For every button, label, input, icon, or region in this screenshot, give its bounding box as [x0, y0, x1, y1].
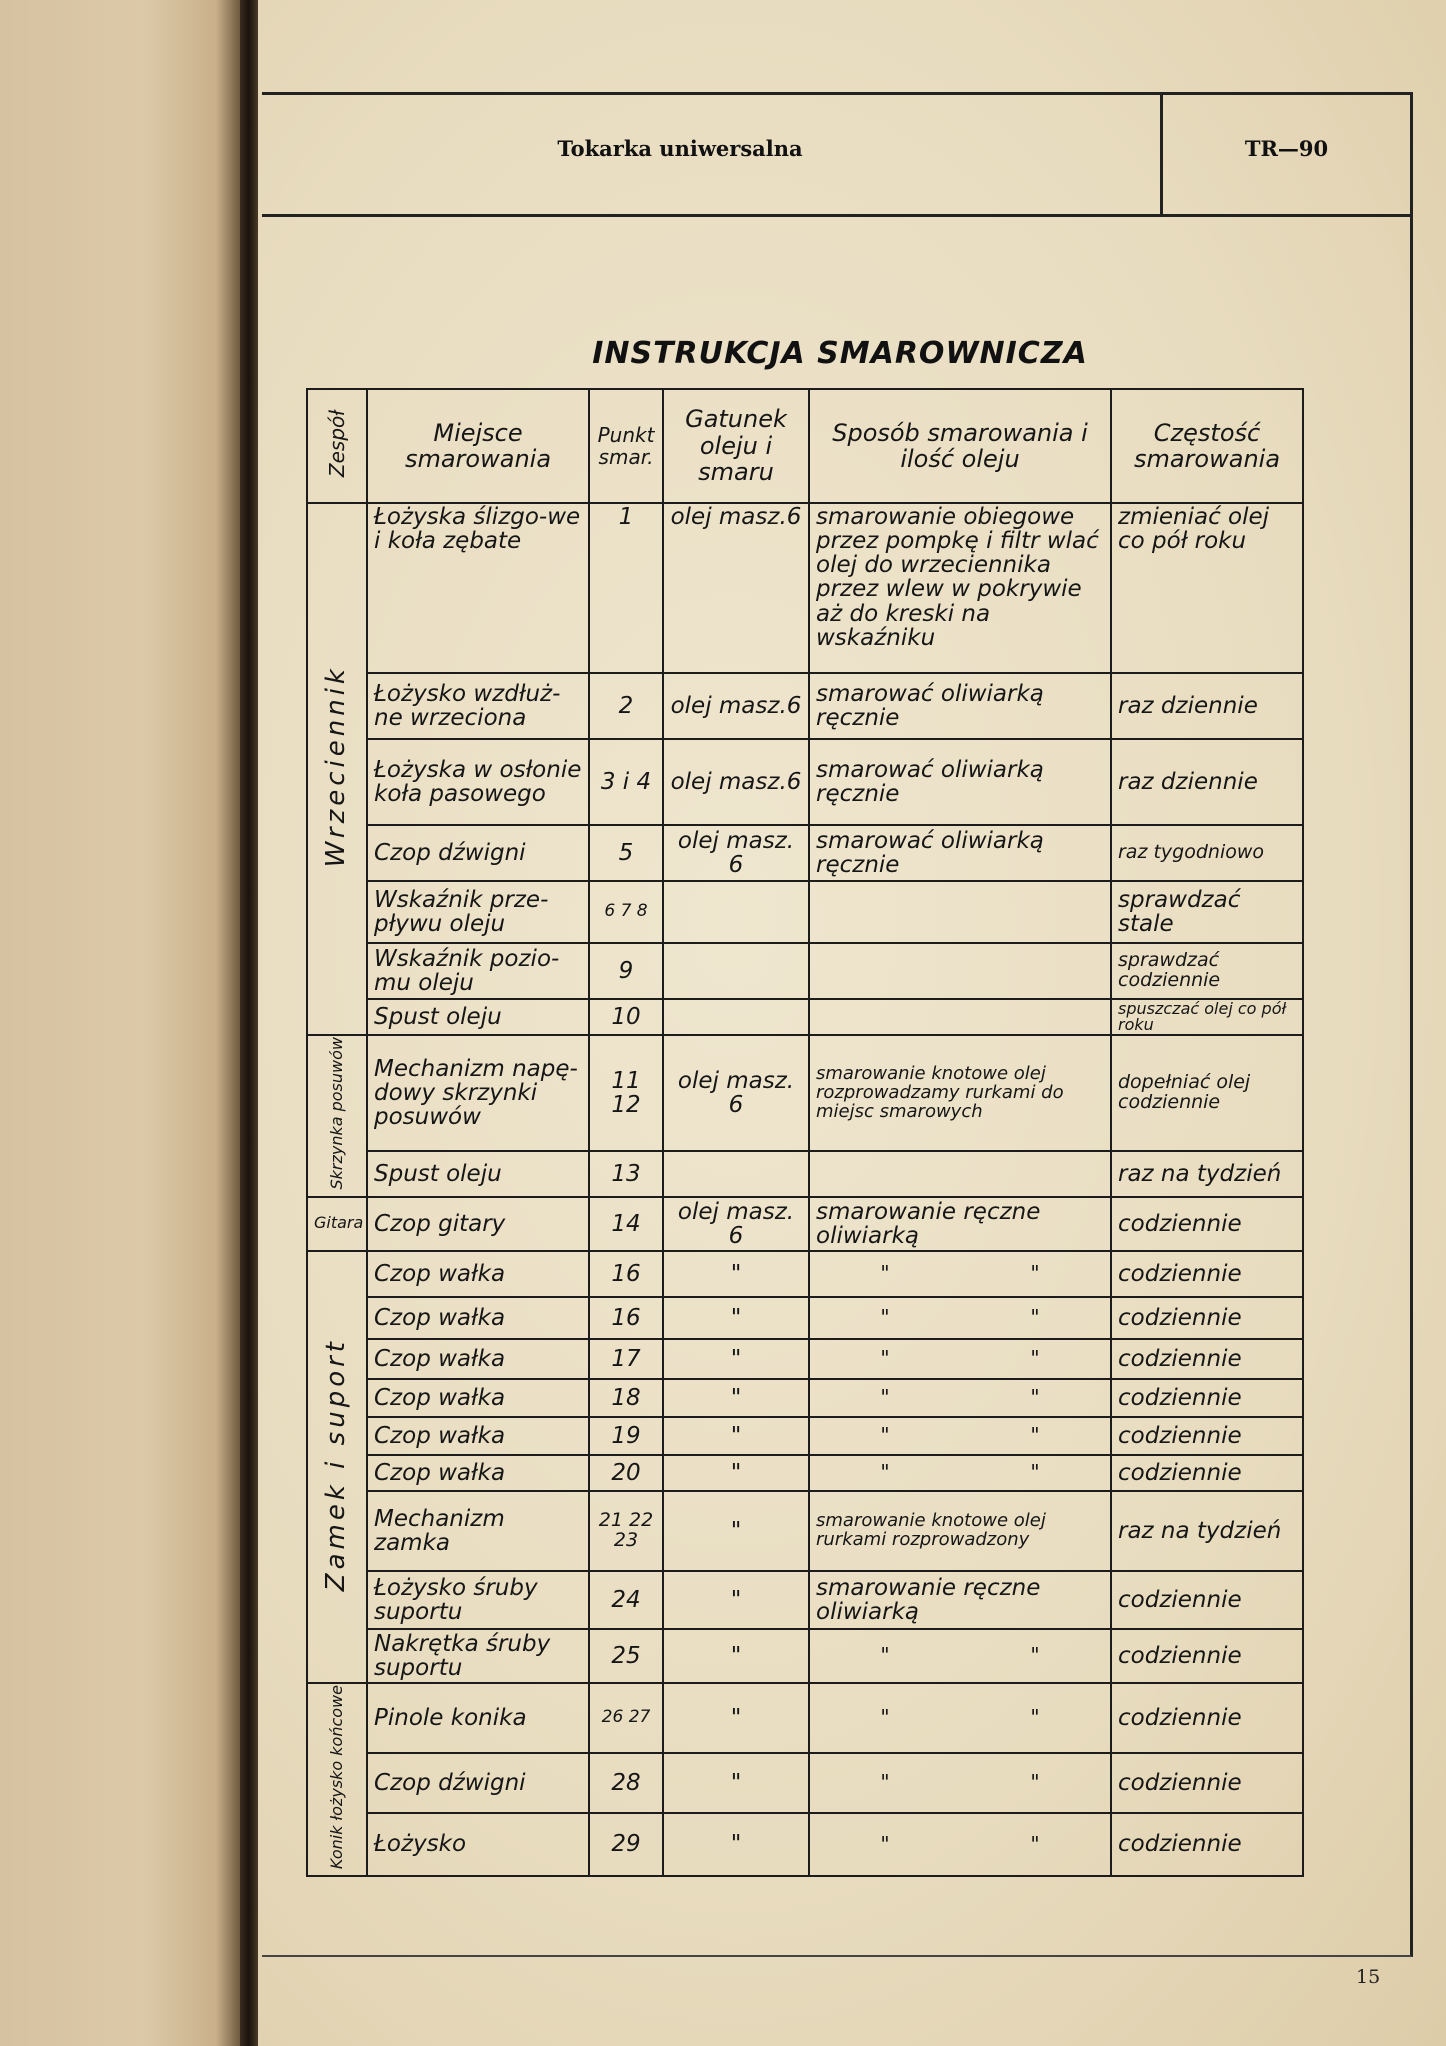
- cell-place: Mechanizm zamka: [367, 1491, 589, 1571]
- cell-place: Czop wałka: [367, 1251, 589, 1297]
- cell-method: smarować oliwiarką ręcznie: [809, 673, 1111, 739]
- cell-method: [809, 1753, 1111, 1813]
- cell-place: Mechanizm napę-dowy skrzynki posuwów: [367, 1035, 589, 1151]
- table-row: [307, 943, 1303, 999]
- ditto-mark: ": [880, 1770, 890, 1795]
- cell-method: smarowanie knotowe olej rurkami rozprowadzony: [809, 1491, 1111, 1571]
- cell-method: smarowanie ręczne oliwiarką: [809, 1571, 1111, 1629]
- cell-oil: olej masz. 6: [663, 825, 809, 881]
- cell-method: [809, 1683, 1111, 1753]
- cell-point: 14: [589, 1197, 663, 1251]
- cell-method: [809, 1417, 1111, 1455]
- group-skrzynka-posuwow: Skrzynka posuwów: [307, 1035, 367, 1197]
- cell-point: 20: [589, 1455, 663, 1491]
- table-row: [307, 825, 1303, 881]
- group-konik: Konik łożysko końcowe: [307, 1683, 367, 1876]
- cell-point: 18: [589, 1379, 663, 1417]
- cell-point: 24: [589, 1571, 663, 1629]
- ditto-mark: ": [1030, 1460, 1040, 1485]
- page-number: 15: [1356, 1966, 1381, 1988]
- cell-oil: [663, 1151, 809, 1196]
- cell-point: 2: [589, 673, 663, 739]
- cell-oil: ": [663, 1339, 809, 1379]
- cell-place: Czop dźwigni: [367, 825, 589, 881]
- cell-method: [809, 1813, 1111, 1876]
- col-header-oil: Gatunek oleju i smaru: [663, 389, 809, 503]
- cell-method: smarowanie obiegowe przez pompkę i filtr wlać olej do wrzeciennika przez wlew w pokrywie aż do kreski na wskaźniku: [809, 503, 1111, 673]
- cell-point: 17: [589, 1339, 663, 1379]
- cell-frequency: dopełniać olej codziennie: [1111, 1035, 1303, 1151]
- header-code: TR—90: [1244, 136, 1329, 161]
- cell-oil: [663, 999, 809, 1035]
- cell-oil: ": [663, 1251, 809, 1297]
- cell-oil: ": [663, 1753, 809, 1813]
- table-row: [307, 1753, 1303, 1813]
- cell-method: smarowanie knotowe olej rozprowadzamy rurkami do miejsc smarowych: [809, 1035, 1111, 1151]
- cell-point: 5: [589, 825, 663, 881]
- ditto-mark: ": [880, 1643, 890, 1668]
- table-row: [307, 1491, 1303, 1571]
- ditto-mark: ": [1030, 1423, 1040, 1448]
- table-row: [307, 673, 1303, 739]
- cell-frequency: sprawdzać stale: [1111, 881, 1303, 943]
- cell-method: smarowanie ręczne oliwiarką: [809, 1197, 1111, 1251]
- cell-method: smarować oliwiarką ręcznie: [809, 825, 1111, 881]
- cell-place: Łożysko wzdłuż-ne wrzeciona: [367, 673, 589, 739]
- table-row: [307, 1683, 1303, 1753]
- table-row: [307, 1417, 1303, 1455]
- cell-oil: olej masz.6: [663, 503, 809, 673]
- cell-point: 9: [589, 943, 663, 999]
- cell-oil: ": [663, 1455, 809, 1491]
- table-row: [307, 739, 1303, 825]
- ditto-mark: ": [880, 1385, 890, 1410]
- cell-point: 13: [589, 1151, 663, 1196]
- cell-point: 21 22 23: [589, 1491, 663, 1571]
- cell-frequency: codziennie: [1111, 1339, 1303, 1379]
- cell-place: Czop wałka: [367, 1297, 589, 1339]
- table-header-row: [307, 389, 1303, 503]
- cell-frequency: raz dziennie: [1111, 739, 1303, 825]
- cell-place: Czop wałka: [367, 1379, 589, 1417]
- cell-place: Łożyska w osłonie koła pasowego: [367, 739, 589, 825]
- cell-point: 26 27: [589, 1683, 663, 1753]
- cell-point: 11 12: [589, 1035, 663, 1151]
- cell-point: 16: [589, 1251, 663, 1297]
- cell-oil: ": [663, 1571, 809, 1629]
- table-row: [307, 1035, 1303, 1151]
- cell-method: [809, 1629, 1111, 1683]
- cell-point: 3 i 4: [589, 739, 663, 825]
- cell-place: Czop wałka: [367, 1339, 589, 1379]
- cell-oil: ": [663, 1491, 809, 1571]
- cell-point: 29: [589, 1813, 663, 1876]
- cell-frequency: codziennie: [1111, 1197, 1303, 1251]
- col-header-method: Sposób smarowania i ilość oleju: [809, 389, 1111, 503]
- cell-frequency: codziennie: [1111, 1629, 1303, 1683]
- col-header-group: Zespół: [307, 389, 367, 503]
- ditto-mark: ": [880, 1261, 890, 1286]
- col-header-frequency: Częstość smarowania: [1111, 389, 1303, 503]
- col-header-point: Punkt smar.: [589, 389, 663, 503]
- ditto-mark: ": [1030, 1346, 1040, 1371]
- cell-oil: ": [663, 1417, 809, 1455]
- cell-method: [809, 1297, 1111, 1339]
- cell-frequency: codziennie: [1111, 1251, 1303, 1297]
- cell-frequency: spuszczać olej co pół roku: [1111, 999, 1303, 1035]
- cell-place: Łożysko: [367, 1813, 589, 1876]
- book-gutter: [240, 0, 258, 2046]
- cell-place: Łożysko śruby suportu: [367, 1571, 589, 1629]
- cell-place: Spust oleju: [367, 999, 589, 1035]
- cell-point: 28: [589, 1753, 663, 1813]
- table-row: [307, 1151, 1303, 1196]
- col-header-place: Miejsce smarowania: [367, 389, 589, 503]
- cell-frequency: raz na tydzień: [1111, 1491, 1303, 1571]
- ditto-mark: ": [1030, 1770, 1040, 1795]
- cell-method: [809, 1455, 1111, 1491]
- left-page-edge: [0, 0, 240, 2046]
- cell-frequency: raz na tydzień: [1111, 1151, 1303, 1196]
- cell-frequency: codziennie: [1111, 1683, 1303, 1753]
- cell-frequency: codziennie: [1111, 1455, 1303, 1491]
- ditto-mark: ": [1030, 1705, 1040, 1730]
- header-title: Tokarka uniwersalna: [557, 136, 803, 161]
- cell-frequency: codziennie: [1111, 1297, 1303, 1339]
- ditto-mark: ": [1030, 1305, 1040, 1330]
- cell-method: [809, 1251, 1111, 1297]
- cell-oil: [663, 881, 809, 943]
- ditto-mark: ": [880, 1423, 890, 1448]
- table-row: [307, 1197, 1303, 1251]
- cell-frequency: codziennie: [1111, 1417, 1303, 1455]
- table-row: [307, 1297, 1303, 1339]
- lubrication-table: [306, 388, 1304, 1877]
- cell-point: 16: [589, 1297, 663, 1339]
- table-row: [307, 999, 1303, 1035]
- cell-point: 1: [589, 503, 663, 673]
- cell-place: Czop dźwigni: [367, 1753, 589, 1813]
- cell-point: 10: [589, 999, 663, 1035]
- cell-point: 6 7 8: [589, 881, 663, 943]
- ditto-mark: ": [880, 1831, 890, 1856]
- ditto-mark: ": [1030, 1831, 1040, 1856]
- cell-place: Wskaźnik prze-pływu oleju: [367, 881, 589, 943]
- table-row: [307, 881, 1303, 943]
- cell-place: Pinole konika: [367, 1683, 589, 1753]
- ditto-mark: ": [1030, 1643, 1040, 1668]
- cell-oil: ": [663, 1683, 809, 1753]
- cell-oil: [663, 943, 809, 999]
- cell-frequency: raz tygodniowo: [1111, 825, 1303, 881]
- cell-oil: olej masz.6: [663, 739, 809, 825]
- cell-method: [809, 1151, 1111, 1196]
- cell-frequency: codziennie: [1111, 1753, 1303, 1813]
- cell-oil: olej masz. 6: [663, 1035, 809, 1151]
- table-row: [307, 1455, 1303, 1491]
- table-row: [307, 1629, 1303, 1683]
- table-row: [307, 1339, 1303, 1379]
- document-title: INSTRUKCJA SMAROWNICZA: [592, 336, 1088, 371]
- cell-frequency: codziennie: [1111, 1379, 1303, 1417]
- cell-place: Spust oleju: [367, 1151, 589, 1196]
- cell-frequency: sprawdzać codziennie: [1111, 943, 1303, 999]
- group-zamek-i-suport: Zamek i suport: [307, 1251, 367, 1683]
- ditto-mark: ": [1030, 1261, 1040, 1286]
- cell-method: [809, 1379, 1111, 1417]
- ditto-mark: ": [1030, 1385, 1040, 1410]
- cell-oil: olej masz.6: [663, 673, 809, 739]
- cell-method: [809, 881, 1111, 943]
- cell-point: 25: [589, 1629, 663, 1683]
- table-row: [307, 1379, 1303, 1417]
- cell-place: Czop gitary: [367, 1197, 589, 1251]
- ditto-mark: ": [880, 1460, 890, 1485]
- cell-method: [809, 943, 1111, 999]
- cell-oil: ": [663, 1379, 809, 1417]
- table-row: [307, 1813, 1303, 1876]
- cell-oil: ": [663, 1297, 809, 1339]
- cell-method: smarować oliwiarką ręcznie: [809, 739, 1111, 825]
- cell-place: Czop wałka: [367, 1417, 589, 1455]
- cell-place: Wskaźnik pozio-mu oleju: [367, 943, 589, 999]
- cell-place: Nakrętka śruby suportu: [367, 1629, 589, 1683]
- ditto-mark: ": [880, 1305, 890, 1330]
- cell-frequency: codziennie: [1111, 1813, 1303, 1876]
- cell-place: Czop wałka: [367, 1455, 589, 1491]
- table-row: [307, 1571, 1303, 1629]
- cell-method: [809, 1339, 1111, 1379]
- cell-oil: ": [663, 1629, 809, 1683]
- ditto-mark: ": [880, 1705, 890, 1730]
- table-row: [307, 1251, 1303, 1297]
- table-row: [307, 503, 1303, 673]
- cell-oil: olej masz. 6: [663, 1197, 809, 1251]
- cell-method: [809, 999, 1111, 1035]
- group-wrzeciennik: Wrzeciennik: [307, 503, 367, 1035]
- cell-oil: ": [663, 1813, 809, 1876]
- ditto-mark: ": [880, 1346, 890, 1371]
- cell-point: 19: [589, 1417, 663, 1455]
- group-gitara: Gitara: [307, 1197, 367, 1251]
- cell-frequency: zmieniać olej co pół roku: [1111, 503, 1303, 673]
- cell-frequency: raz dziennie: [1111, 673, 1303, 739]
- cell-place: Łożyska ślizgo-we i koła zębate: [367, 503, 589, 673]
- cell-frequency: codziennie: [1111, 1571, 1303, 1629]
